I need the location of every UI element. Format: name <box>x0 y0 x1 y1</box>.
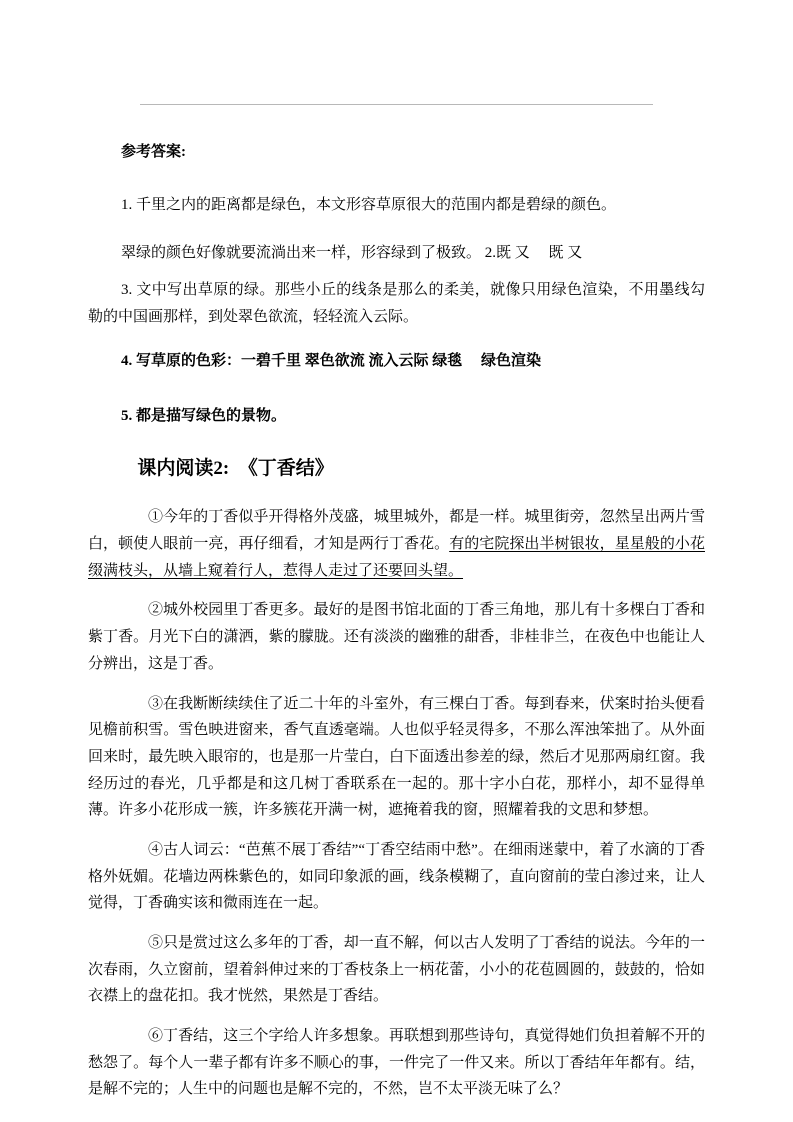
answer-item-1: 1. 千里之内的距离都是绿色，本文形容草原很大的范围内都是碧绿的颜色。 <box>121 196 617 213</box>
reading-section-heading: 课内阅读2: 《丁香结》 <box>137 457 334 479</box>
reading-paragraph-4: ④古人词云：“芭蕉不展丁香结”“丁香空结雨中愁”。在细雨迷蒙中，着了水滴的丁香格外妩媚。花墙边两株紫色的，如同印象派的画，线条模糊了，直向窗前的莹白渗过来，让人觉得，丁香确实该和微雨连在一起。 <box>88 841 705 912</box>
reading-paragraph-6: ⑥丁香结，这三个字给人许多想象。再联想到那些诗句，真觉得她们负担着解不开的愁怨了。每个人一辈子都有许多不顺心的事，一件完了一件又来。所以丁香结年年都有。结，是解不完的；人生中的问题也是解不完的，不然，岂不太平淡无味了么？ <box>88 1028 705 1098</box>
reading-paragraph-1 <box>88 504 705 584</box>
reading-paragraph-2: ②城外校园里丁香更多。最好的是图书馆北面的丁香三角地，那儿有十多棵白丁香和紫丁香。月光下白的潇洒，紫的朦胧。还有淡淡的幽雅的甜香，非桂非兰，在夜色中也能让人分辨出，这是丁香。 <box>88 602 705 672</box>
answer-item-3: 3. 文中写出草原的绿。那些小丘的线条是那么的柔美，就像只用绿色渲染，不用墨线勾勒的中国画那样，到处翠色欲流，轻轻流入云际。 <box>88 282 705 325</box>
reading-paragraph-3: ③在我断断续续住了近二十年的斗室外，有三棵白丁香。每到春来，伏案时抬头便看见檐前积雪。雪色映进窗来，香气直透毫端。人也似乎轻灵得多，不那么浑浊笨拙了。从外面回来时，最先映入眼帘的，也是那一片莹白，白下面透出参差的绿，然后才见那两扇红窗。我经历过的春光，几乎都是和这几树丁香联系在一起的。那十字小白花，那样小，却不显得单薄。许多小花形成一簇，许多簇花开满一树，遮掩着我的窗，照耀着我的文思和梦想。 <box>88 695 705 819</box>
answer-item-4: 4. 写草原的色彩：一碧千里 翠色欲流 流入云际 绿毯 绿色渲染 <box>121 353 542 370</box>
reading-paragraph-5: ⑤只是赏过这么多年的丁香，却一直不解，何以古人发明了丁香结的说法。今年的一次春雨，久立窗前，望着斜伸过来的丁香枝条上一柄花蕾，小小的花苞圆圆的，鼓鼓的，恰如衣襟上的盘花扣。我才恍然，果然是丁香结。 <box>88 935 705 1005</box>
answers-heading: 参考答案: <box>121 144 186 160</box>
page-divider <box>140 104 653 105</box>
answer-item-2: 翠绿的颜色好像就要流淌出来一样，形容绿到了极致。 2.既 又 既 又 <box>121 245 583 262</box>
paragraph-1-text: ①今年的丁香似乎开得格外茂盛，城里城外，都是一样。城里街旁，忽然呈出两片雪白，顿使人眼前一亮，再仔细看，才知是两行丁香花。 <box>88 509 705 553</box>
paragraph-1-underlined-passage: 有的宅院探出半树银妆，星星般的小花缀满枝头，从墙上窥着行人，惹得人走过了还要回头望。 <box>88 536 705 579</box>
answer-item-5: 5. 都是描写绿色的景物。 <box>121 408 287 425</box>
